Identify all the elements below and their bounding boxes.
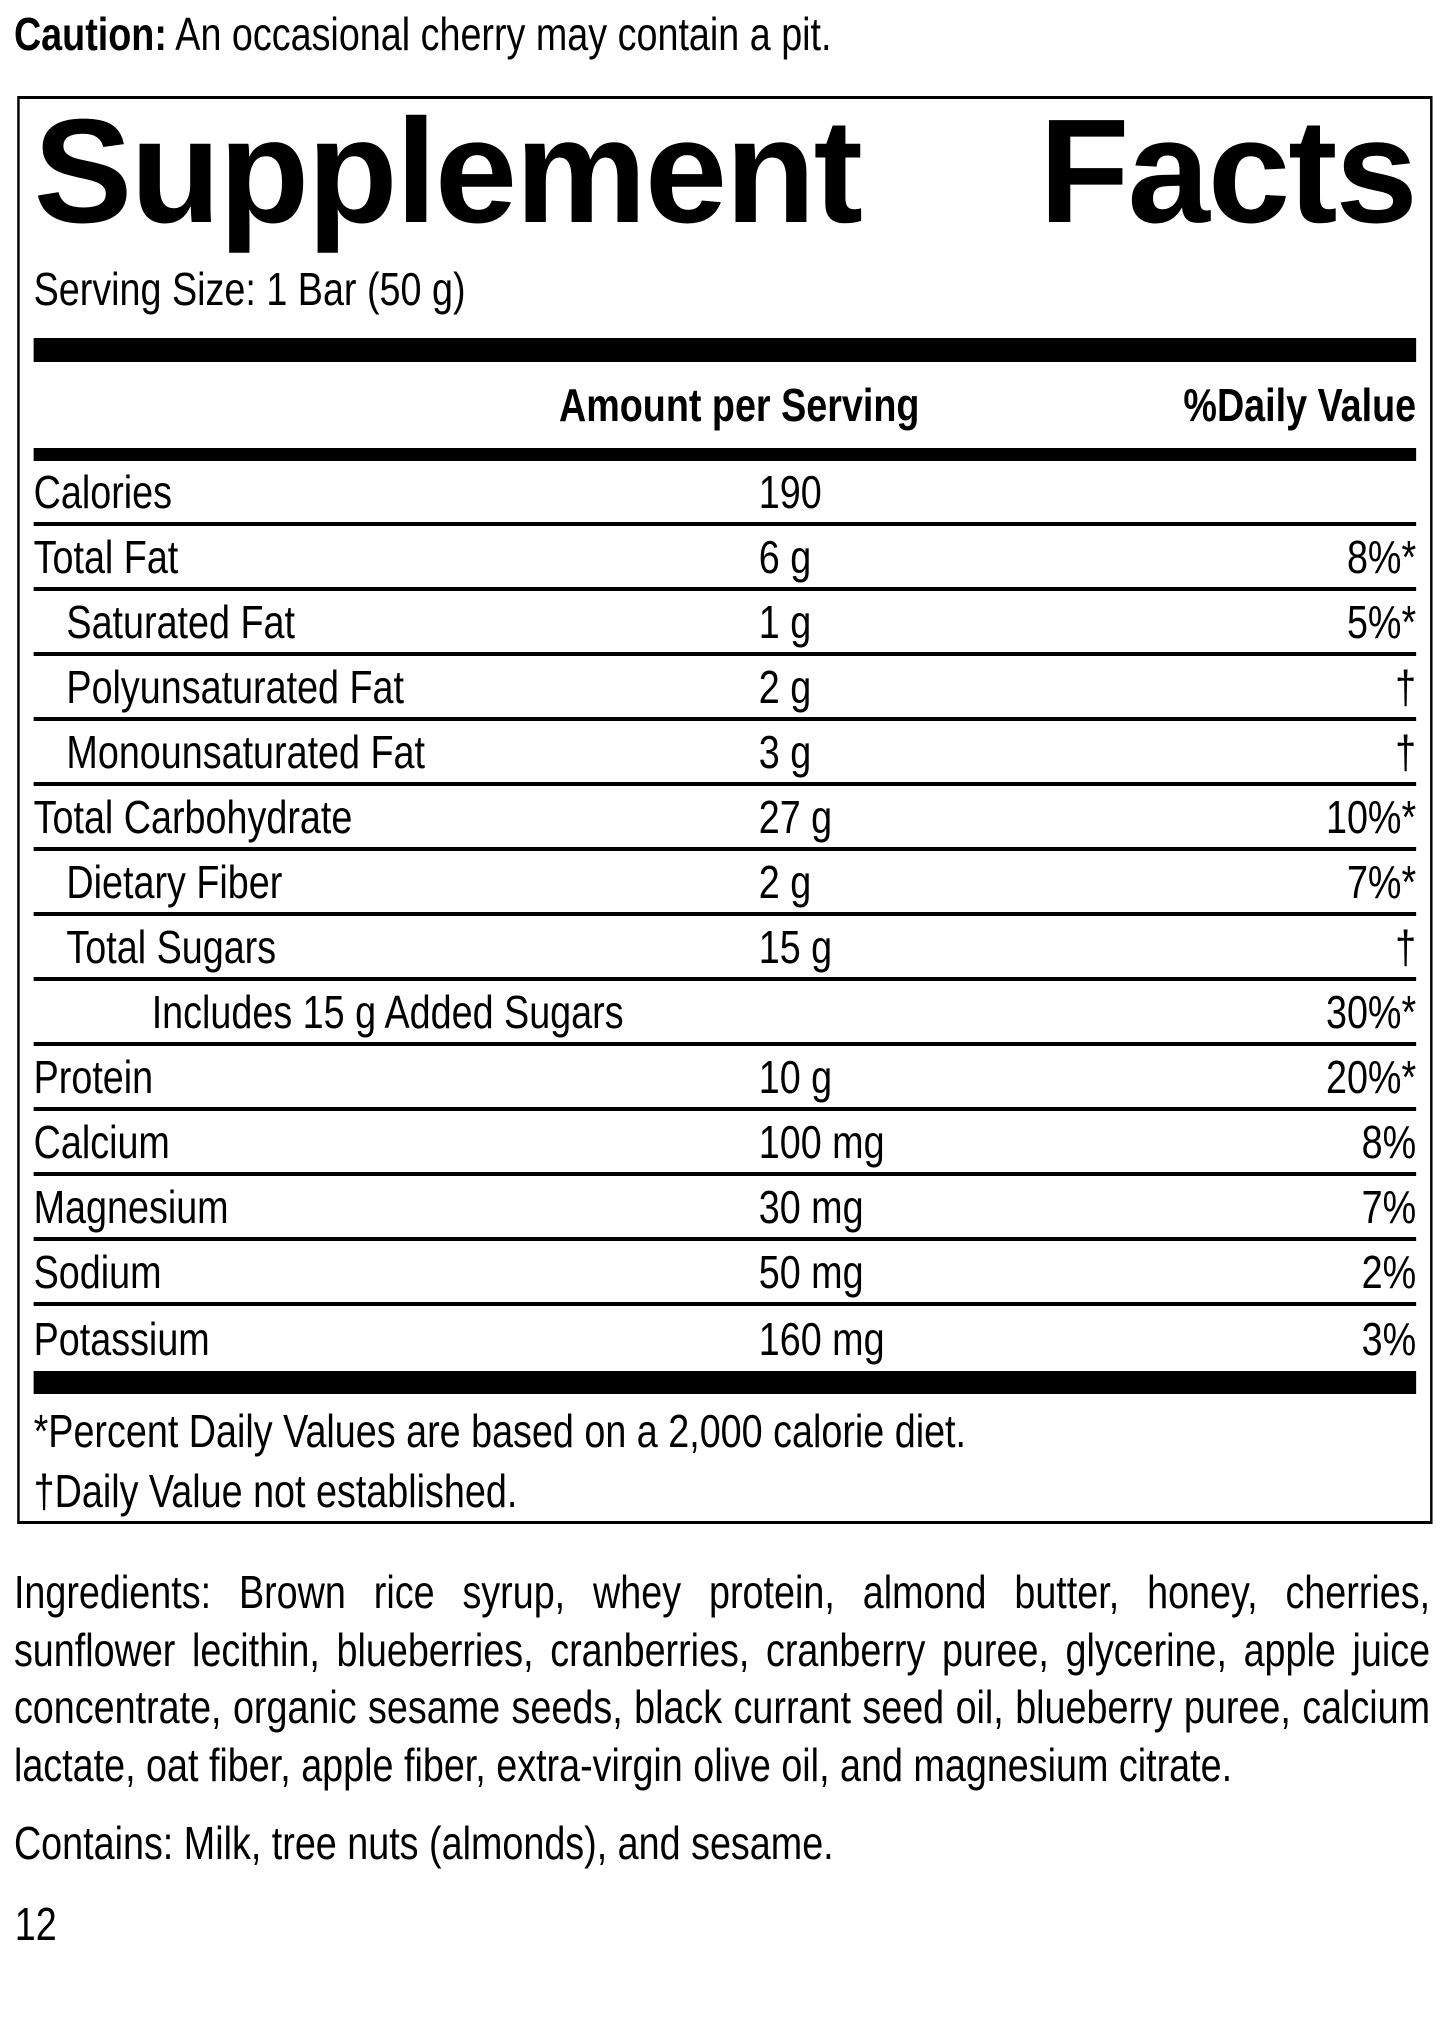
nutrient-daily-value: †: [1395, 660, 1417, 713]
nutrient-amount: 15 g: [758, 920, 833, 973]
footnote-percent-daily-values: *Percent Daily Values are based on a 2,000 calorie diet.: [33, 1405, 967, 1457]
nutrient-amount: 27 g: [758, 790, 833, 843]
nutrient-name: Total Carbohydrate: [33, 790, 353, 843]
nutrient-daily-value: 5%*: [1346, 595, 1417, 648]
ingredients-paragraph: Ingredients: Brown rice syrup, whey protein, almond butter, honey, cherries, sunflower lecithin, blueberries, cranberries, cranberry puree, glycerine, apple juice concentrate, organic sesame seeds, black currant seed oil, blueberry puree, calcium lactate, oat fiber, apple fiber, extra-virgin olive oil, and magnesium citrate.: [13, 1566, 1431, 1791]
nutrient-name: Polyunsaturated Fat: [66, 660, 405, 713]
nutrient-daily-value: 3%: [1361, 1312, 1417, 1365]
table-row: [34, 526, 1417, 591]
label-sheet: [0, 8, 1445, 1949]
table-row: [34, 1111, 1417, 1176]
caution-label: Caution:: [13, 8, 167, 60]
nutrient-amount: 10 g: [758, 1050, 833, 1103]
nutrient-amount: 30 mg: [758, 1180, 864, 1233]
nutrient-name: Total Fat: [33, 530, 179, 583]
table-row: [34, 1241, 1417, 1306]
nutrient-name: Calcium: [33, 1115, 170, 1168]
nutrient-name: Dietary Fiber: [66, 855, 283, 908]
nutrient-amount: 6 g: [758, 530, 812, 583]
table-row: [34, 981, 1417, 1046]
table-row: [34, 591, 1417, 656]
column-header-amount: Amount per Serving: [558, 379, 920, 431]
divider-bar-top: [34, 338, 1417, 362]
nutrient-amount: 100 mg: [758, 1115, 885, 1168]
facts-table-rows: [34, 461, 1417, 1371]
nutrient-daily-value: 30%*: [1325, 985, 1417, 1038]
table-header-row: [34, 362, 1417, 448]
nutrient-daily-value: 2%: [1361, 1245, 1417, 1298]
nutrient-name: Total Sugars: [66, 920, 277, 973]
table-row: [34, 461, 1417, 526]
divider-bar-header: [34, 448, 1417, 461]
nutrient-amount: 2 g: [758, 660, 812, 713]
nutrient-daily-value: 8%*: [1346, 530, 1417, 583]
nutrient-name: Calories: [33, 465, 172, 518]
table-row: [34, 1306, 1417, 1371]
nutrient-daily-value: †: [1395, 920, 1417, 973]
nutrient-amount: 2 g: [758, 855, 812, 908]
nutrient-name: Saturated Fat: [66, 595, 295, 648]
nutrient-name: Sodium: [33, 1245, 162, 1298]
nutrient-amount: 3 g: [758, 725, 812, 778]
nutrient-daily-value: 10%*: [1325, 790, 1417, 843]
column-header-daily-value: %Daily Value: [1183, 379, 1417, 431]
nutrient-amount: 50 mg: [758, 1245, 864, 1298]
nutrient-daily-value: 20%*: [1325, 1050, 1417, 1103]
supplement-facts-title: [33, 89, 1417, 254]
nutrient-name: Potassium: [33, 1312, 210, 1365]
divider-bar-bottom: [34, 1371, 1417, 1394]
nutrient-amount: 160 mg: [758, 1312, 885, 1365]
title-word-facts: Facts: [1039, 89, 1417, 254]
footnote-daily-value-not-established: †Daily Value not established.: [33, 1465, 518, 1517]
table-row: [34, 1046, 1417, 1111]
title-word-supplement: Supplement: [33, 89, 861, 254]
page-number: 12: [14, 1898, 57, 1950]
nutrient-name: Monounsaturated Fat: [66, 725, 425, 778]
caution-text: An occasional cherry may contain a pit.: [166, 8, 832, 60]
table-row: [34, 916, 1417, 981]
nutrient-amount: 190: [758, 465, 822, 518]
nutrient-daily-value: 7%: [1361, 1180, 1417, 1233]
supplement-facts-panel: [17, 89, 1432, 1524]
table-row: [34, 851, 1417, 916]
serving-size: Serving Size: 1 Bar (50 g): [33, 263, 466, 315]
table-row: [34, 656, 1417, 721]
nutrient-daily-value: 8%: [1361, 1115, 1417, 1168]
nutrient-name: Protein: [33, 1050, 154, 1103]
table-row: [34, 786, 1417, 851]
table-row: [34, 721, 1417, 786]
nutrient-daily-value: 7%*: [1346, 855, 1417, 908]
nutrient-name: Magnesium: [33, 1180, 229, 1233]
caution-line: [14, 8, 1445, 60]
table-row: [34, 1176, 1417, 1241]
nutrient-daily-value: †: [1395, 725, 1417, 778]
nutrient-amount: 1 g: [758, 595, 812, 648]
nutrient-name: Includes 15 g Added Sugars: [151, 985, 624, 1038]
contains-line: Contains: Milk, tree nuts (almonds), and sesame.: [13, 1817, 834, 1869]
